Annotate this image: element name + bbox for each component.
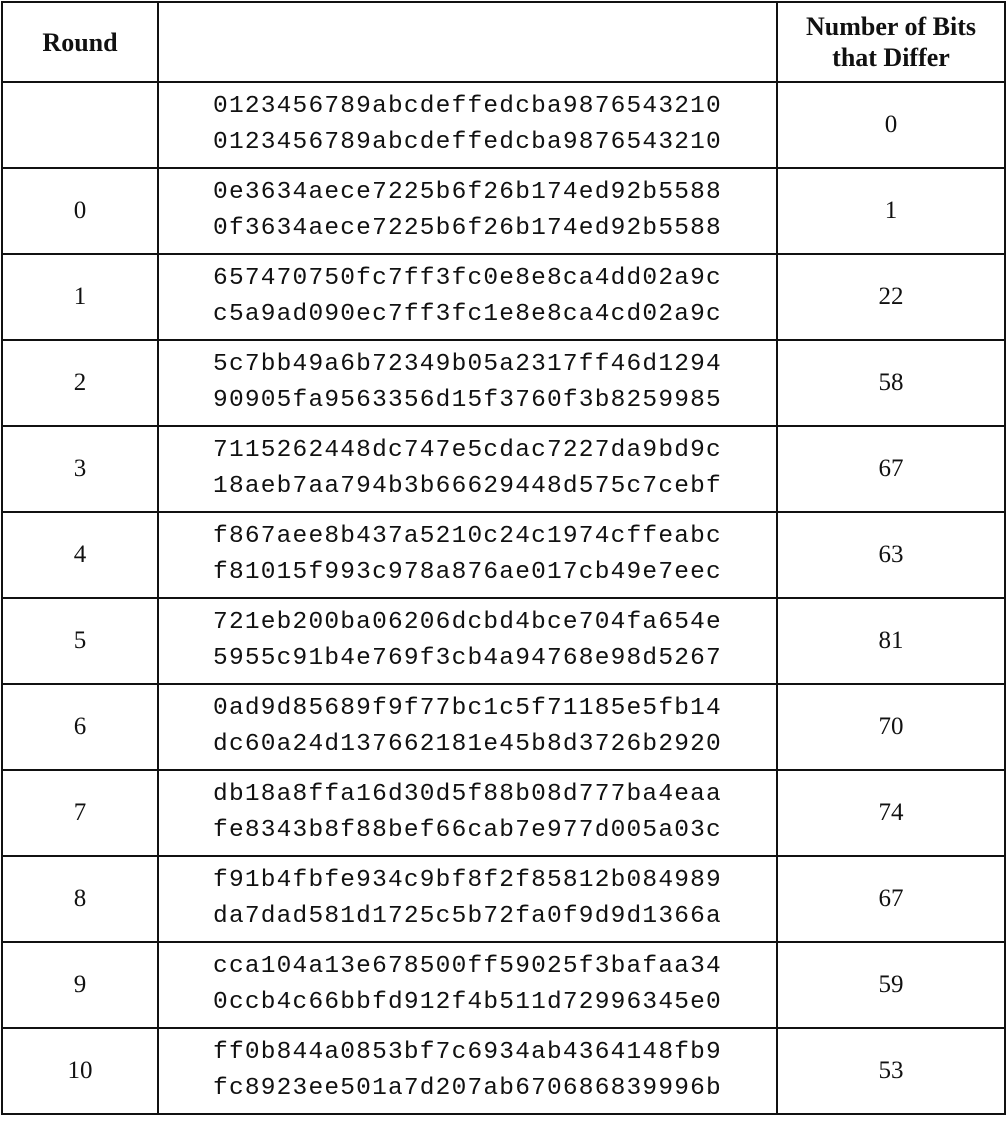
avalanche-table: [1, 1, 1006, 1115]
bits-differ-header: [777, 2, 1005, 82]
round-cell: 8: [2, 856, 158, 942]
table-row: [2, 426, 1005, 512]
round-cell: 9: [2, 942, 158, 1028]
round-cell: 0: [2, 168, 158, 254]
bits-differ-cell: 74: [777, 770, 1005, 856]
hex-line-second: 0123456789abcdeffedcba9876543210: [213, 129, 722, 156]
table-row: [2, 340, 1005, 426]
hex-line-first: ff0b844a0853bf7c6934ab4364148fb9: [213, 1039, 722, 1066]
round-cell: 5: [2, 598, 158, 684]
hex-line-second: dc60a24d137662181e45b8d3726b2920: [213, 731, 722, 758]
hex-line-first: 5c7bb49a6b72349b05a2317ff46d1294: [213, 351, 722, 378]
round-cell: 3: [2, 426, 158, 512]
table-row: [2, 598, 1005, 684]
hex-cell: [158, 942, 777, 1028]
hex-line-first: 7115262448dc747e5cdac7227da9bd9c: [213, 437, 722, 464]
hex-cell: [158, 1028, 777, 1114]
round-cell: 10: [2, 1028, 158, 1114]
bits-differ-cell: 59: [777, 942, 1005, 1028]
round-cell: [2, 82, 158, 168]
round-header: Round: [2, 2, 158, 82]
bits-differ-cell: 0: [777, 82, 1005, 168]
bits-differ-cell: 70: [777, 684, 1005, 770]
hex-line-second: fc8923ee501a7d207ab670686839996b: [213, 1075, 722, 1102]
hex-line-second: 0ccb4c66bbfd912f4b511d72996345e0: [213, 989, 722, 1016]
hex-line-first: f867aee8b437a5210c24c1974cffeabc: [213, 523, 722, 550]
table-row: [2, 770, 1005, 856]
hex-line-first: 721eb200ba06206dcbd4bce704fa654e: [213, 609, 722, 636]
hex-line-second: 0f3634aece7225b6f26b174ed92b5588: [213, 215, 722, 242]
header-row: [2, 2, 1005, 82]
bits-differ-cell: 53: [777, 1028, 1005, 1114]
bits-differ-cell: 67: [777, 426, 1005, 512]
table-row: [2, 942, 1005, 1028]
bits-header-line2: that Differ: [832, 43, 950, 72]
hex-cell: [158, 512, 777, 598]
table-row: [2, 82, 1005, 168]
bits-header-line1: Number of Bits: [806, 12, 976, 41]
round-cell: 6: [2, 684, 158, 770]
table-row: [2, 684, 1005, 770]
bits-differ-cell: 67: [777, 856, 1005, 942]
hex-line-first: db18a8ffa16d30d5f88b08d777ba4eaa: [213, 781, 722, 808]
hex-line-second: c5a9ad090ec7ff3fc1e8e8ca4cd02a9c: [213, 301, 722, 328]
hex-line-second: f81015f993c978a876ae017cb49e7eec: [213, 559, 722, 586]
hex-cell: [158, 598, 777, 684]
hex-cell: [158, 426, 777, 512]
hex-cell: [158, 770, 777, 856]
hex-line-first: 0ad9d85689f9f77bc1c5f71185e5fb14: [213, 695, 722, 722]
round-cell: 2: [2, 340, 158, 426]
hex-line-second: 5955c91b4e769f3cb4a94768e98d5267: [213, 645, 722, 672]
table-row: [2, 856, 1005, 942]
hex-line-first: cca104a13e678500ff59025f3bafaa34: [213, 953, 722, 980]
hex-cell: [158, 254, 777, 340]
hex-cell: [158, 168, 777, 254]
hex-cell: [158, 684, 777, 770]
hex-cell: [158, 82, 777, 168]
round-cell: 4: [2, 512, 158, 598]
hex-line-second: da7dad581d1725c5b72fa0f9d9d1366a: [213, 903, 722, 930]
hex-line-first: 657470750fc7ff3fc0e8e8ca4dd02a9c: [213, 265, 722, 292]
round-cell: 7: [2, 770, 158, 856]
table-row: [2, 1028, 1005, 1114]
hex-cell: [158, 856, 777, 942]
bits-differ-cell: 63: [777, 512, 1005, 598]
table-row: [2, 254, 1005, 340]
bits-differ-cell: 1: [777, 168, 1005, 254]
table-row: [2, 512, 1005, 598]
table-body: [2, 82, 1005, 1114]
bits-differ-cell: 22: [777, 254, 1005, 340]
bits-differ-cell: 58: [777, 340, 1005, 426]
hex-header: [158, 2, 777, 82]
hex-line-second: 18aeb7aa794b3b66629448d575c7cebf: [213, 473, 722, 500]
hex-line-second: 90905fa9563356d15f3760f3b8259985: [213, 387, 722, 414]
hex-line-first: f91b4fbfe934c9bf8f2f85812b084989: [213, 867, 722, 894]
hex-line-second: fe8343b8f88bef66cab7e977d005a03c: [213, 817, 722, 844]
round-cell: 1: [2, 254, 158, 340]
hex-line-first: 0e3634aece7225b6f26b174ed92b5588: [213, 179, 722, 206]
bits-differ-cell: 81: [777, 598, 1005, 684]
hex-line-first: 0123456789abcdeffedcba9876543210: [213, 93, 722, 120]
hex-cell: [158, 340, 777, 426]
table-row: [2, 168, 1005, 254]
